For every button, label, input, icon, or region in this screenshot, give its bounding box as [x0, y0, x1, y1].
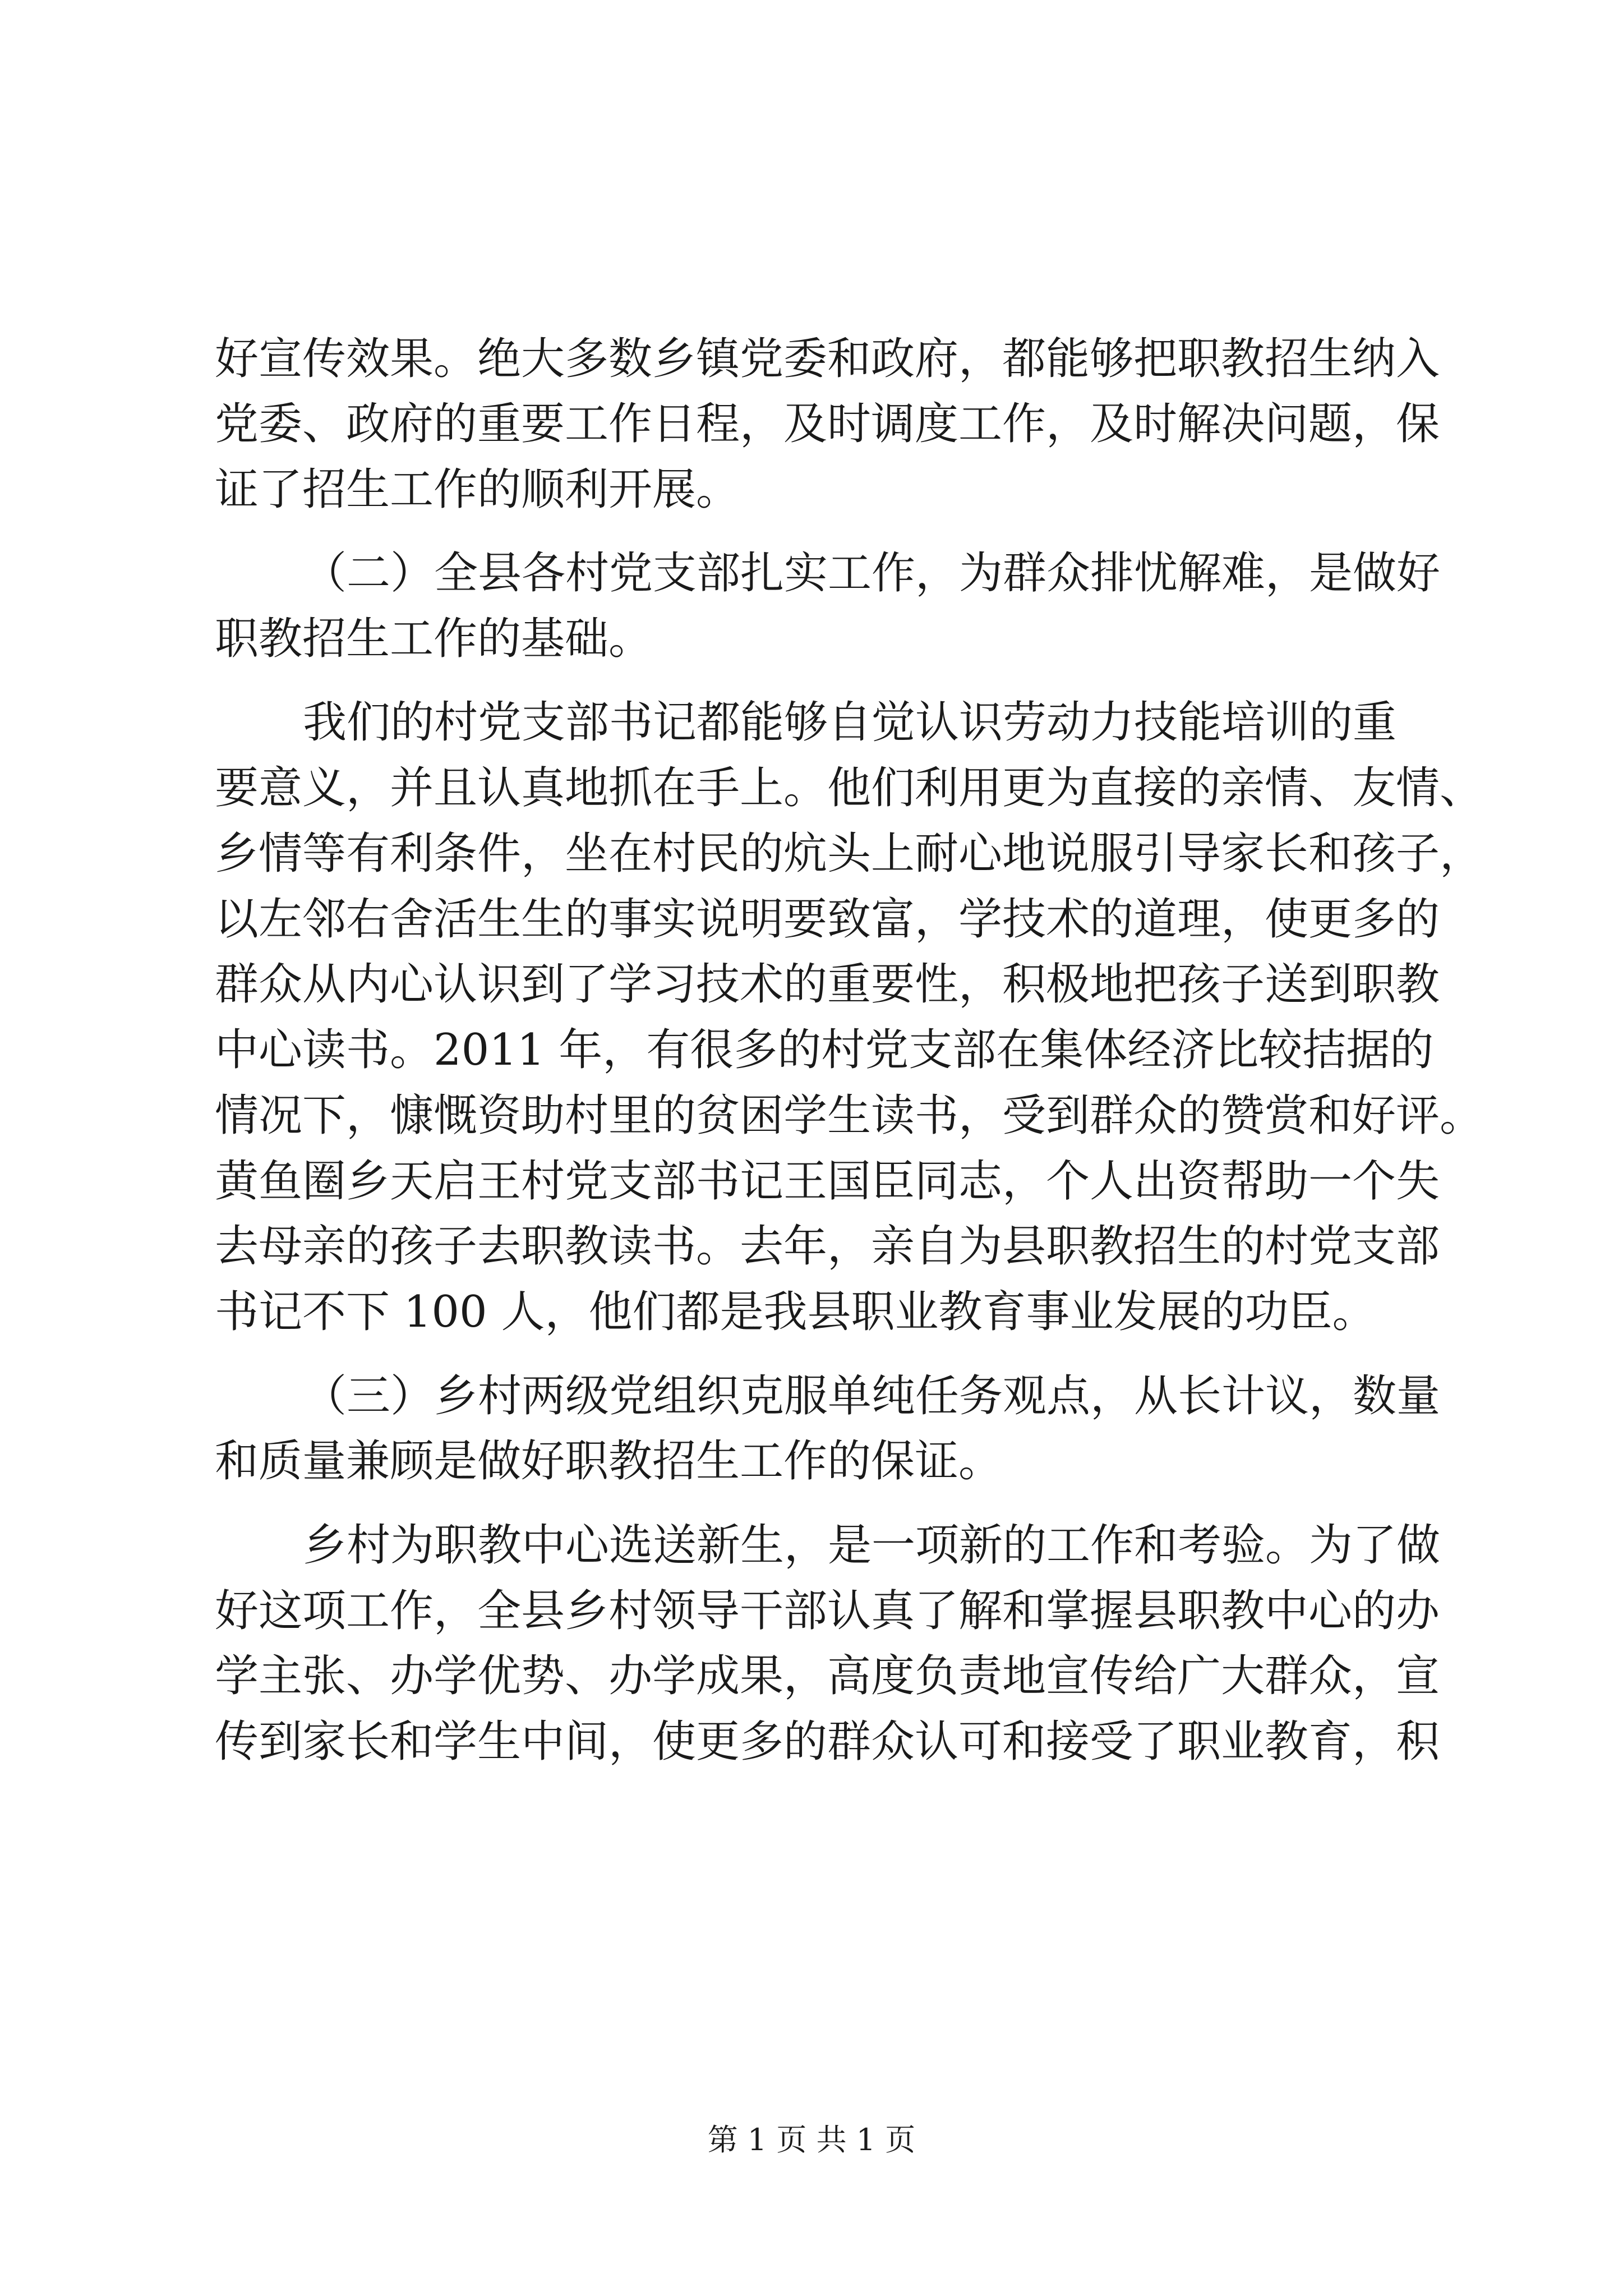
text-line: 以左邻右舍活生生的事实说明要致富，学技术的道理，使更多的 — [215, 894, 1440, 945]
text-line: 证了招生工作的顺利开展。 — [215, 464, 740, 515]
text-line: 情况下，慷慨资助村里的贫困学生读书，受到群众的赞赏和好评。 — [215, 1091, 1484, 1141]
text-line: 黄鱼圈乡天启王村党支部书记王国臣同志，个人出资帮助一个失 — [215, 1156, 1440, 1207]
page-footer: 第 1 页 共 1 页 — [707, 2122, 916, 2157]
text-line: 传到家长和学生中间，使更多的群众认可和接受了职业教育，积 — [215, 1717, 1440, 1767]
text-line: 中心读书。2011 年，有很多的村党支部在集体经济比较拮据的 — [215, 1025, 1434, 1075]
text-line: 党委、政府的重要工作日程，及时调度工作，及时解决问题，保 — [215, 399, 1440, 449]
section-heading-2-cont: 职教招生工作的基础。 — [215, 614, 653, 664]
section-heading-2: （二）全县各村党支部扎实工作，为群众排忧解难，是做好 — [303, 548, 1441, 599]
text-line: 乡情等有利条件，坐在村民的炕头上耐心地说服引导家长和孩子， — [215, 829, 1484, 879]
text-line: 好宣传效果。绝大多数乡镇党委和政府，都能够把职教招生纳入 — [215, 334, 1440, 384]
section-heading-3-cont: 和质量兼顾是做好职教招生工作的保证。 — [215, 1436, 1003, 1487]
text-line: 我们的村党支部书记都能够自觉认识劳动力技能培训的重 — [303, 697, 1397, 748]
section-heading-3: （三）乡村两级党组织克服单纯任务观点，从长计议，数量 — [303, 1371, 1441, 1421]
text-line: 去母亲的孩子去职教读书。去年，亲自为县职教招生的村党支部 — [215, 1221, 1440, 1272]
text-line: 书记不下 100 人，他们都是我县职业教育事业发展的功臣。 — [215, 1287, 1376, 1337]
text-line: 学主张、办学优势、办学成果，高度负责地宣传给广大群众，宣 — [215, 1651, 1440, 1701]
text-line: 要意义，并且认真地抓在手上。他们利用更为直接的亲情、友情、 — [215, 763, 1484, 813]
text-line: 乡村为职教中心选送新生，是一项新的工作和考验。为了做 — [303, 1520, 1441, 1571]
text-line: 群众从内心认识到了学习技术的重要性，积极地把孩子送到职教 — [215, 959, 1440, 1010]
text-line: 好这项工作，全县乡村领导干部认真了解和掌握县职教中心的办 — [215, 1586, 1440, 1636]
